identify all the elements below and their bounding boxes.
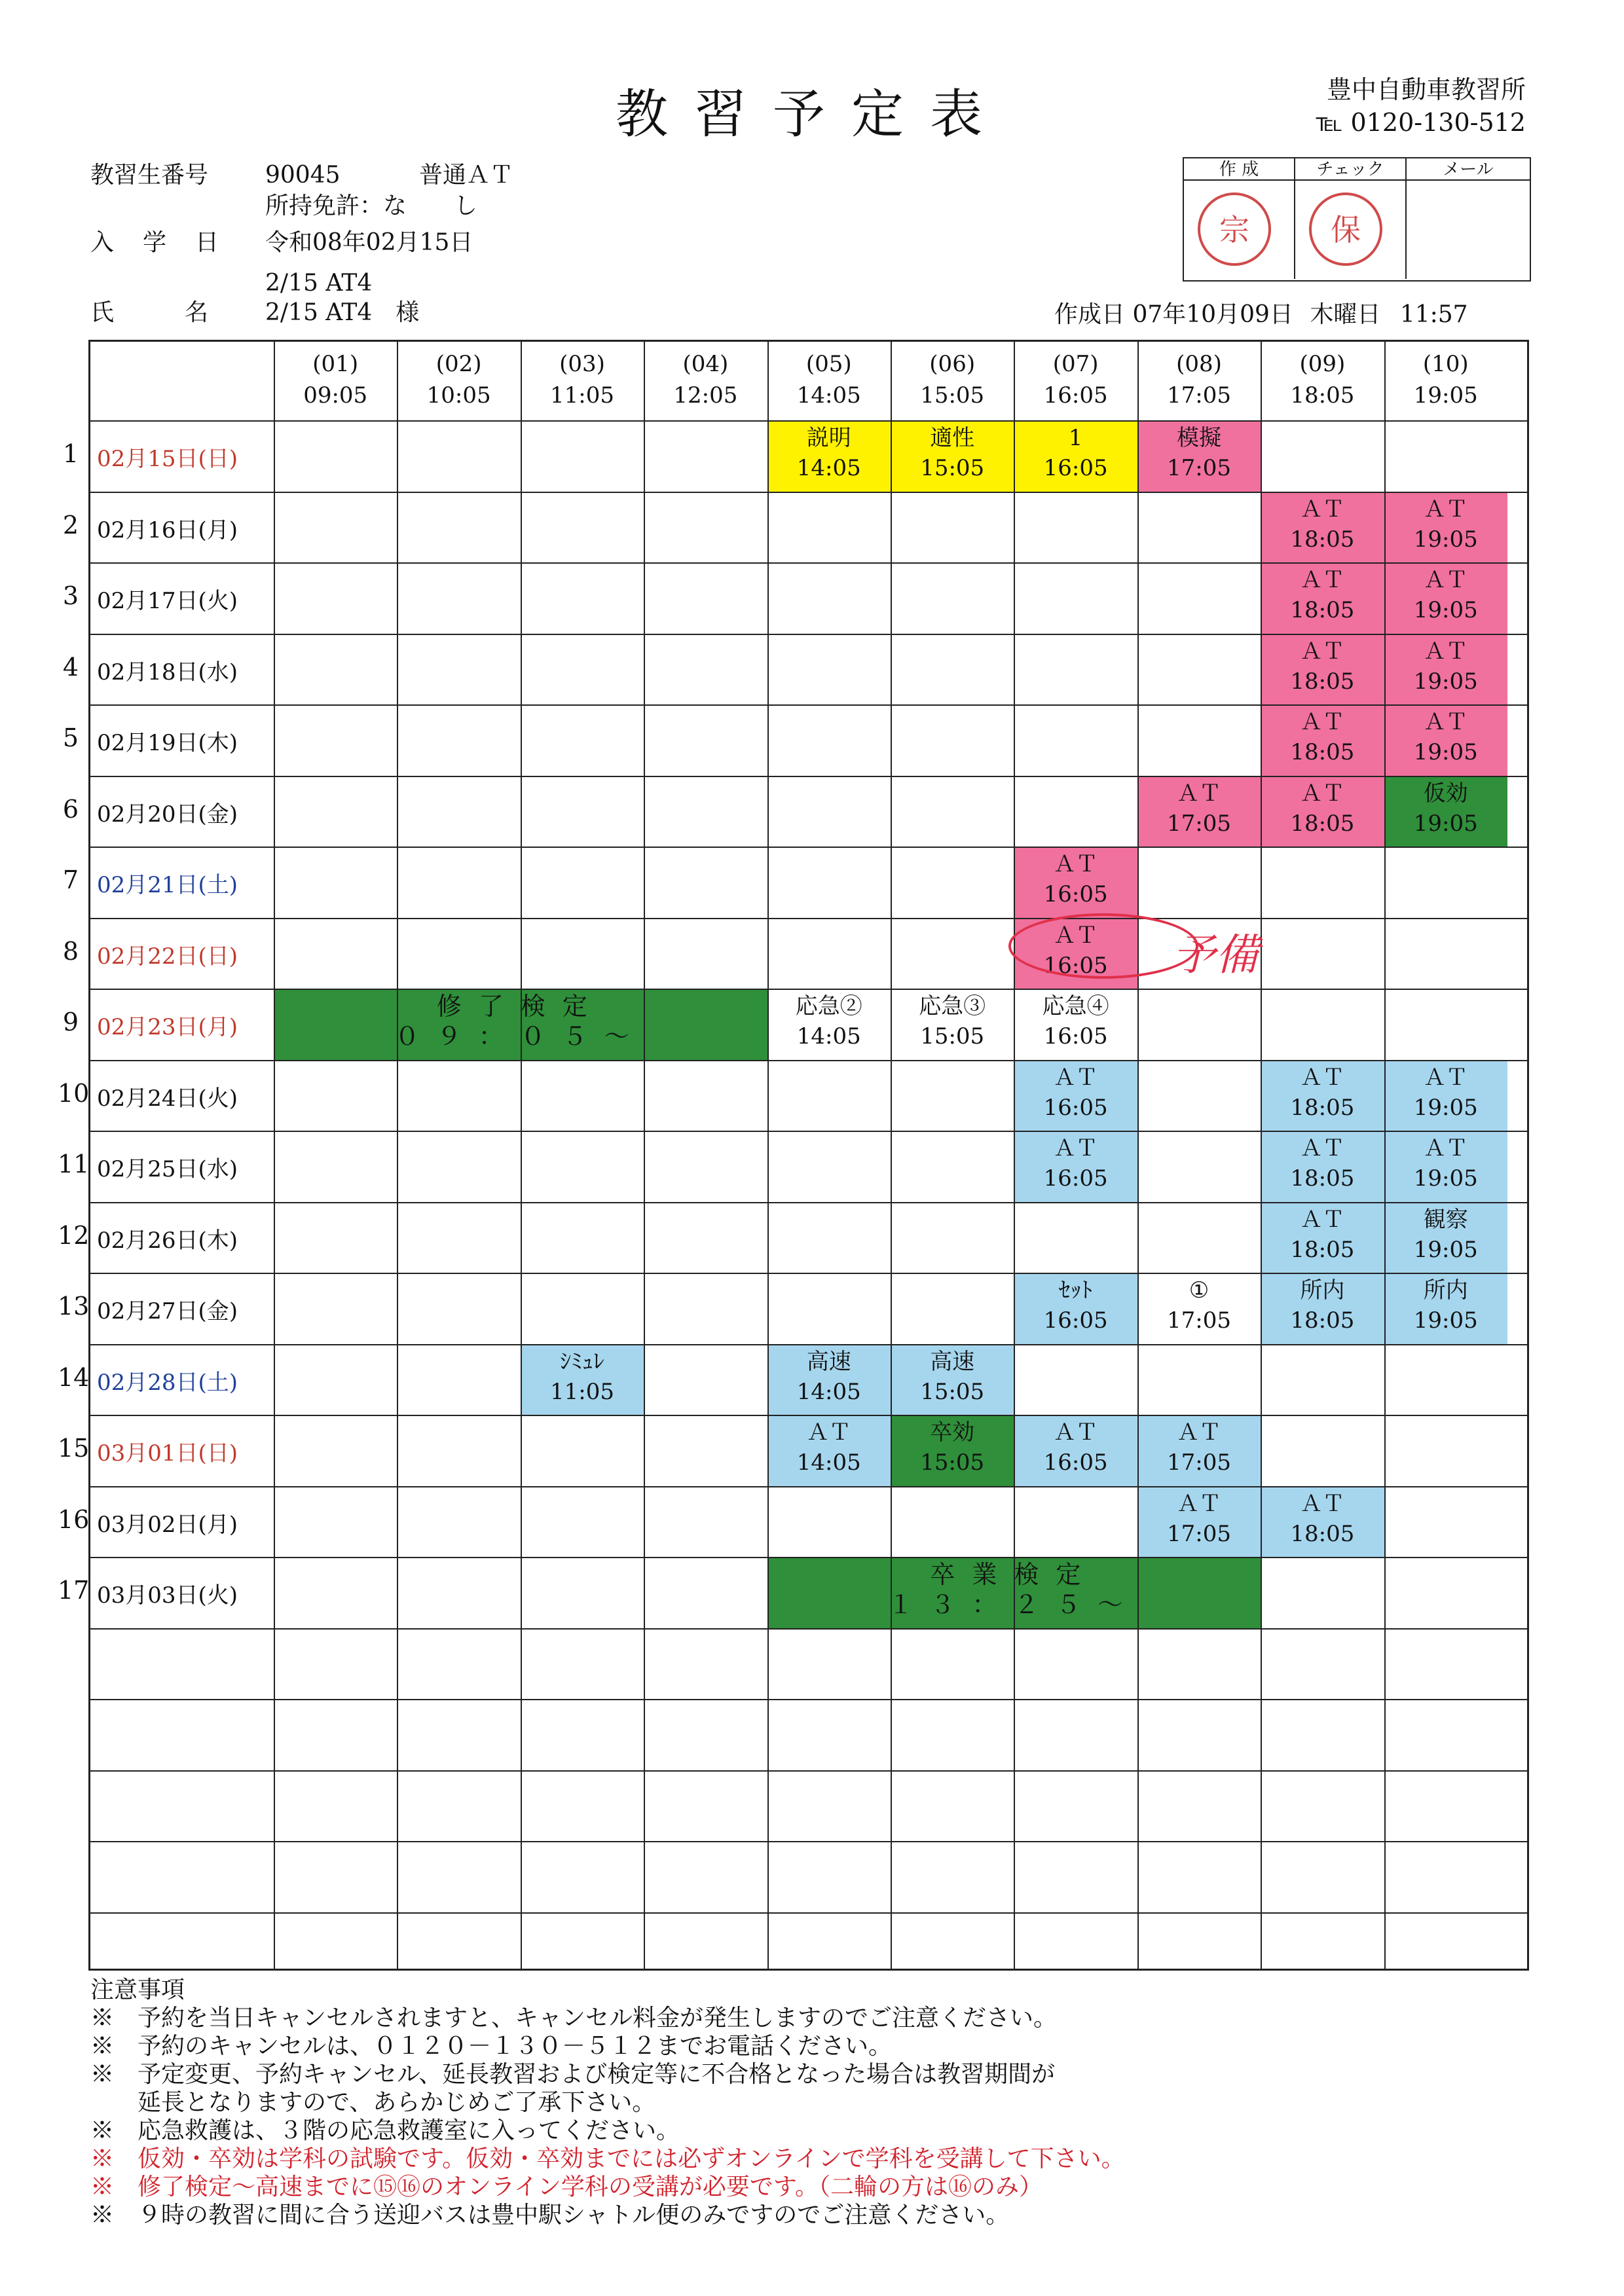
lesson-label: 1	[1068, 425, 1083, 451]
lesson-cell	[1014, 847, 1137, 918]
grid-line	[90, 420, 1527, 422]
lesson-cell	[1137, 1273, 1261, 1344]
note-item: ※ 仮効・卒効は学科の試験です。仮効・卒効までには必ずオンラインで学科を受講して下さい。	[90, 2145, 1125, 2172]
lesson-label: ＡＴ	[1423, 567, 1468, 593]
row-date: 02月22日(日)	[97, 943, 238, 970]
grid-line	[90, 1415, 1527, 1416]
row-date: 02月18日(水)	[97, 659, 238, 685]
stamp-header-mail: メール	[1407, 158, 1530, 181]
lesson-label: ＡＴ	[1300, 638, 1345, 665]
exam-name: 修了検定	[436, 992, 604, 1021]
lesson-time: 14:05	[796, 1449, 861, 1476]
row-number: 6	[62, 794, 79, 824]
lesson-cell	[1384, 1131, 1507, 1202]
school-tel: ℡ 0120-130-512	[1316, 108, 1526, 137]
student-id-value: 90045	[265, 162, 341, 189]
lesson-time: 19:05	[1413, 668, 1478, 695]
period-time: 11:05	[550, 382, 614, 409]
grid-line	[90, 1344, 1527, 1345]
lesson-label: ＡＴ	[1423, 496, 1468, 522]
lesson-cell	[767, 420, 891, 492]
period-header	[1137, 342, 1261, 420]
lesson-cell	[1261, 1486, 1384, 1558]
grid-line	[1014, 342, 1015, 1969]
grid-line	[767, 342, 769, 1969]
period-time: 18:05	[1290, 382, 1355, 409]
lesson-time: 16:05	[1043, 1094, 1108, 1121]
lesson-cell	[1384, 776, 1507, 847]
grid-line	[274, 342, 275, 1969]
grid-line	[90, 1557, 1527, 1558]
student-sub-line: 2/15 AT4	[265, 270, 373, 297]
lesson-label: 仮効	[1423, 780, 1468, 807]
stamp-cell-check	[1295, 181, 1407, 279]
lesson-label: 応急②	[795, 993, 862, 1019]
lesson-label: ＡＴ	[1300, 780, 1345, 807]
row-date: 02月21日(土)	[97, 872, 238, 899]
lesson-label: ＡＴ	[806, 1419, 851, 1446]
note-item: ※ 応急救護は、３階の応急救護室に入ってください。	[90, 2117, 680, 2144]
school-name: 豊中自動車教習所	[1326, 75, 1526, 104]
period-number: (08)	[1176, 351, 1222, 377]
period-header	[1261, 342, 1384, 420]
created-label: 作成日	[1054, 301, 1126, 328]
lesson-time: 19:05	[1413, 526, 1478, 553]
lesson-label: ＡＴ	[1176, 1419, 1221, 1446]
entry-date-value: 令和08年02月15日	[265, 229, 473, 256]
grid-line	[1137, 342, 1139, 1969]
lesson-cell	[767, 1344, 891, 1415]
row-date: 03月01日(日)	[97, 1440, 238, 1467]
grid-line	[90, 562, 1527, 564]
grid-line	[90, 492, 1527, 493]
lesson-time: 17:05	[1167, 1449, 1231, 1476]
lesson-time: 16:05	[1043, 1165, 1108, 1192]
exam-time: １３：２５～	[888, 1590, 1140, 1619]
stamp-cell-created	[1184, 181, 1295, 279]
seal-stamp-creator: 宗	[1198, 192, 1271, 266]
lesson-label: 応急③	[919, 993, 986, 1019]
period-number: (07)	[1052, 351, 1099, 377]
row-number: 14	[58, 1362, 90, 1392]
row-date: 02月28日(土)	[97, 1369, 238, 1396]
row-number: 8	[62, 936, 79, 966]
period-time: 09:05	[303, 382, 368, 409]
lesson-time: 19:05	[1413, 739, 1478, 765]
row-number: 9	[62, 1008, 79, 1037]
lesson-cell	[1014, 420, 1137, 492]
school-info	[1316, 73, 1526, 139]
license-status: 所持免許：な し	[265, 192, 478, 219]
lesson-cell	[1261, 492, 1384, 563]
lesson-cell	[1137, 776, 1261, 847]
notes-section	[90, 1976, 1125, 2229]
period-header	[767, 342, 891, 420]
grid-line	[521, 342, 522, 1969]
grid-line	[90, 847, 1527, 848]
lesson-label: ＡＴ	[1053, 1064, 1098, 1091]
lesson-time: 17:05	[1167, 810, 1231, 837]
period-time: 15:05	[920, 382, 985, 409]
lesson-label: 高速	[806, 1348, 851, 1375]
lesson-label: ＡＴ	[1423, 638, 1468, 665]
lesson-cell	[1261, 704, 1384, 776]
period-time: 14:05	[796, 382, 861, 409]
lesson-label: ＡＴ	[1300, 1064, 1345, 1091]
lesson-time: 16:05	[1043, 881, 1108, 907]
lesson-time: 14:05	[796, 455, 861, 481]
row-date: 02月20日(金)	[97, 801, 238, 828]
row-date: 02月16日(月)	[97, 517, 238, 543]
lesson-label: ＡＴ	[1300, 1490, 1345, 1517]
note-item: ※ 予約のキャンセルは、０１２０－１３０－５１２までお電話ください。	[90, 2033, 893, 2060]
notes-heading: 注意事項	[90, 1977, 185, 2003]
document-title: 教習予定表	[616, 84, 1008, 145]
lesson-label: ｼﾐｭﾚ	[559, 1348, 604, 1375]
student-id-label: 教習生番号	[90, 162, 209, 189]
grid-line	[90, 1912, 1527, 1914]
lesson-time: 15:05	[920, 1378, 985, 1405]
lesson-label: ＡＴ	[1053, 1135, 1098, 1161]
grid-line	[90, 1628, 1527, 1630]
lesson-time: 18:05	[1290, 810, 1355, 837]
lesson-cell	[1137, 1415, 1261, 1486]
lesson-label: 応急④	[1042, 993, 1109, 1019]
period-time: 12:05	[673, 382, 738, 409]
note-item: ※ ９時の教習に間に合う送迎バスは豊中駅シャトル便のみですのでご注意ください。	[90, 2202, 1010, 2229]
lesson-cell	[1137, 420, 1261, 492]
handwritten-circle	[1008, 913, 1198, 979]
lesson-label: ＡＴ	[1423, 709, 1468, 735]
grid-line	[1384, 342, 1386, 1969]
lesson-time: 17:05	[1167, 455, 1231, 481]
lesson-label: ＡＴ	[1053, 922, 1098, 949]
lesson-time: 16:05	[1043, 1023, 1108, 1049]
grid-line	[891, 342, 892, 1969]
grid-line	[90, 704, 1527, 706]
period-header	[397, 342, 520, 420]
lesson-time: 19:05	[1413, 1165, 1478, 1192]
lesson-label: 卒効	[930, 1419, 975, 1446]
created-date: 07年10月09日	[1132, 301, 1293, 328]
lesson-time: 19:05	[1413, 1236, 1478, 1263]
period-header	[1014, 342, 1137, 420]
period-time: 10:05	[426, 382, 491, 409]
lesson-cell	[891, 989, 1014, 1060]
grid-line	[90, 1202, 1527, 1203]
student-course: 普通ＡＴ	[419, 162, 514, 189]
lesson-time: 18:05	[1290, 739, 1355, 765]
row-number: 1	[62, 439, 79, 469]
lesson-cell	[1384, 1060, 1507, 1131]
row-number: 15	[58, 1434, 90, 1463]
lesson-cell	[1261, 1273, 1384, 1344]
lesson-cell	[891, 420, 1014, 492]
period-header	[521, 342, 644, 420]
lesson-time: 14:05	[796, 1023, 861, 1049]
lesson-cell	[1261, 776, 1384, 847]
lesson-time: 16:05	[1043, 1307, 1108, 1334]
row-number: 4	[62, 652, 79, 682]
note-item: 延長となりますので、あらかじめご了承下さい。	[90, 2089, 656, 2116]
exam-time: ０９：０５～	[394, 1022, 646, 1051]
row-date: 02月24日(火)	[97, 1085, 238, 1112]
lesson-label: ＡＴ	[1300, 709, 1345, 735]
lesson-label: ＡＴ	[1300, 1135, 1345, 1161]
row-date: 02月19日(木)	[97, 730, 238, 757]
lesson-time: 19:05	[1413, 810, 1478, 837]
lesson-cell	[1384, 704, 1507, 776]
lesson-label: ＡＴ	[1423, 1064, 1468, 1091]
lesson-cell	[1384, 634, 1507, 705]
period-header	[1384, 342, 1507, 420]
lesson-cell	[767, 989, 891, 1060]
lesson-time: 16:05	[1043, 1449, 1108, 1476]
period-time: 17:05	[1167, 382, 1231, 409]
lesson-cell	[1014, 989, 1137, 1060]
lesson-cell	[1261, 1060, 1384, 1131]
entry-date-label: 入 学 日	[90, 229, 222, 256]
grid-line	[1261, 342, 1262, 1969]
row-number: 16	[58, 1504, 90, 1534]
lesson-time: 15:05	[920, 1449, 985, 1476]
period-number: (02)	[435, 351, 482, 377]
lesson-time: 16:05	[1043, 952, 1108, 979]
stamp-cell-mail	[1407, 181, 1530, 279]
grid-line	[90, 1841, 1527, 1842]
lesson-time: 18:05	[1290, 1236, 1355, 1263]
created-weekday: 木曜日	[1310, 301, 1381, 328]
period-time: 16:05	[1043, 382, 1108, 409]
lesson-label: 高速	[930, 1348, 975, 1375]
exam-name: 卒業検定	[930, 1560, 1098, 1589]
period-header	[644, 342, 767, 420]
lesson-time: 19:05	[1413, 1094, 1478, 1121]
row-date: 02月25日(水)	[97, 1156, 238, 1183]
row-number: 17	[58, 1576, 90, 1605]
lesson-label: 適性	[930, 425, 975, 451]
grid-line	[90, 1131, 1527, 1132]
grid-line	[90, 1273, 1527, 1274]
lesson-label: ＡＴ	[1176, 780, 1221, 807]
schedule-table	[88, 340, 1529, 1971]
grid-line	[90, 634, 1527, 635]
stamp-header-check: チェック	[1295, 158, 1407, 181]
lesson-time: 17:05	[1167, 1520, 1231, 1547]
lesson-time: 18:05	[1290, 597, 1355, 623]
row-number: 2	[62, 510, 79, 539]
lesson-cell	[1014, 1060, 1137, 1131]
lesson-cell	[1014, 1273, 1137, 1344]
lesson-cell	[1261, 634, 1384, 705]
lesson-label: ＡＴ	[1053, 851, 1098, 877]
lesson-label: 説明	[806, 425, 851, 451]
lesson-cell	[1384, 562, 1507, 634]
lesson-cell	[1014, 1131, 1137, 1202]
note-item: ※ 予約を当日キャンセルされますと、キャンセル料金が発生しますのでご注意ください。	[90, 2005, 1058, 2032]
row-number: 12	[58, 1220, 90, 1250]
period-number: (05)	[805, 351, 852, 377]
approval-stamp-box	[1183, 157, 1531, 282]
row-date: 03月03日(火)	[97, 1582, 238, 1609]
name-label: 氏 名	[90, 299, 209, 326]
grid-line	[90, 918, 1527, 919]
lesson-time: 15:05	[920, 455, 985, 481]
period-number: (10)	[1422, 351, 1469, 377]
grid-line	[644, 342, 645, 1969]
period-time: 19:05	[1413, 382, 1478, 409]
row-number: 11	[58, 1150, 90, 1179]
period-number: (09)	[1299, 351, 1346, 377]
row-number: 10	[58, 1078, 90, 1108]
lesson-label: ＡＴ	[1300, 567, 1345, 593]
grid-line	[397, 342, 398, 1969]
period-number: (03)	[559, 351, 605, 377]
lesson-cell	[1014, 1415, 1137, 1486]
lesson-time: 14:05	[796, 1378, 861, 1405]
row-date: 02月17日(火)	[97, 588, 238, 615]
lesson-label: ①	[1189, 1277, 1209, 1303]
lesson-cell	[1384, 1273, 1507, 1344]
lesson-label: ＡＴ	[1300, 1206, 1345, 1233]
lesson-label: 観察	[1423, 1206, 1468, 1233]
lesson-label: 所内	[1423, 1277, 1468, 1303]
handwritten-note: 予備	[1172, 930, 1259, 980]
created-time: 11:57	[1399, 301, 1468, 328]
seal-stamp-checker: 保	[1309, 192, 1382, 266]
row-number: 3	[62, 581, 79, 611]
lesson-label: ＡＴ	[1176, 1490, 1221, 1517]
lesson-time: 18:05	[1290, 1094, 1355, 1121]
row-date: 02月27日(金)	[97, 1298, 238, 1325]
period-header	[274, 342, 397, 420]
period-number: (06)	[929, 351, 976, 377]
grid-line	[90, 1486, 1527, 1487]
lesson-cell	[891, 1344, 1014, 1415]
row-date: 02月15日(日)	[97, 446, 238, 473]
stamp-header-created: 作 成	[1184, 158, 1295, 181]
lesson-label: 模擬	[1176, 425, 1221, 451]
period-number: (01)	[312, 351, 359, 377]
lesson-time: 16:05	[1043, 455, 1108, 481]
note-item: ※ 修了検定～高速までに⑮⑯のオンライン学科の受講が必要です。（二輪の方は⑯のみ）	[90, 2174, 1043, 2200]
row-date: 03月02日(月)	[97, 1511, 238, 1538]
lesson-time: 18:05	[1290, 526, 1355, 553]
row-number: 7	[62, 866, 79, 895]
created-date-line	[1054, 296, 1468, 329]
grid-line	[90, 776, 1527, 777]
grid-line	[90, 1699, 1527, 1700]
lesson-cell	[1261, 562, 1384, 634]
note-item: ※ 予定変更、予約キャンセル、延長教習および検定等に不合格となった場合は教習期間が	[90, 2061, 1056, 2088]
lesson-cell	[891, 1415, 1014, 1486]
student-name: 2/15 AT4 様	[265, 299, 420, 326]
lesson-label: ＡＴ	[1053, 1419, 1098, 1446]
lesson-time: 11:05	[550, 1378, 614, 1405]
lesson-cell	[1137, 1486, 1261, 1558]
row-date: 02月23日(月)	[97, 1014, 238, 1041]
lesson-cell	[1261, 1131, 1384, 1202]
lesson-label: ＡＴ	[1300, 496, 1345, 522]
row-date: 02月26日(木)	[97, 1227, 238, 1254]
period-header	[891, 342, 1014, 420]
period-number: (04)	[682, 351, 729, 377]
lesson-time: 18:05	[1290, 1520, 1355, 1547]
lesson-time: 18:05	[1290, 1307, 1355, 1334]
row-number: 5	[62, 723, 79, 753]
grid-line	[90, 989, 1527, 990]
lesson-label: ＡＴ	[1423, 1135, 1468, 1161]
lesson-time: 19:05	[1413, 597, 1478, 623]
lesson-time: 15:05	[920, 1023, 985, 1049]
lesson-cell	[1384, 1202, 1507, 1273]
lesson-cell	[521, 1344, 644, 1415]
lesson-time: 17:05	[1167, 1307, 1231, 1334]
grid-line	[90, 1770, 1527, 1772]
lesson-cell	[767, 1415, 891, 1486]
grid-line	[90, 1060, 1527, 1061]
lesson-cell	[1384, 492, 1507, 563]
lesson-label: ｾｯﾄ	[1059, 1277, 1093, 1303]
lesson-time: 18:05	[1290, 1165, 1355, 1192]
lesson-label: 所内	[1300, 1277, 1345, 1303]
lesson-time: 18:05	[1290, 668, 1355, 695]
lesson-time: 19:05	[1413, 1307, 1478, 1334]
row-number: 13	[58, 1292, 90, 1321]
lesson-cell	[1261, 1202, 1384, 1273]
